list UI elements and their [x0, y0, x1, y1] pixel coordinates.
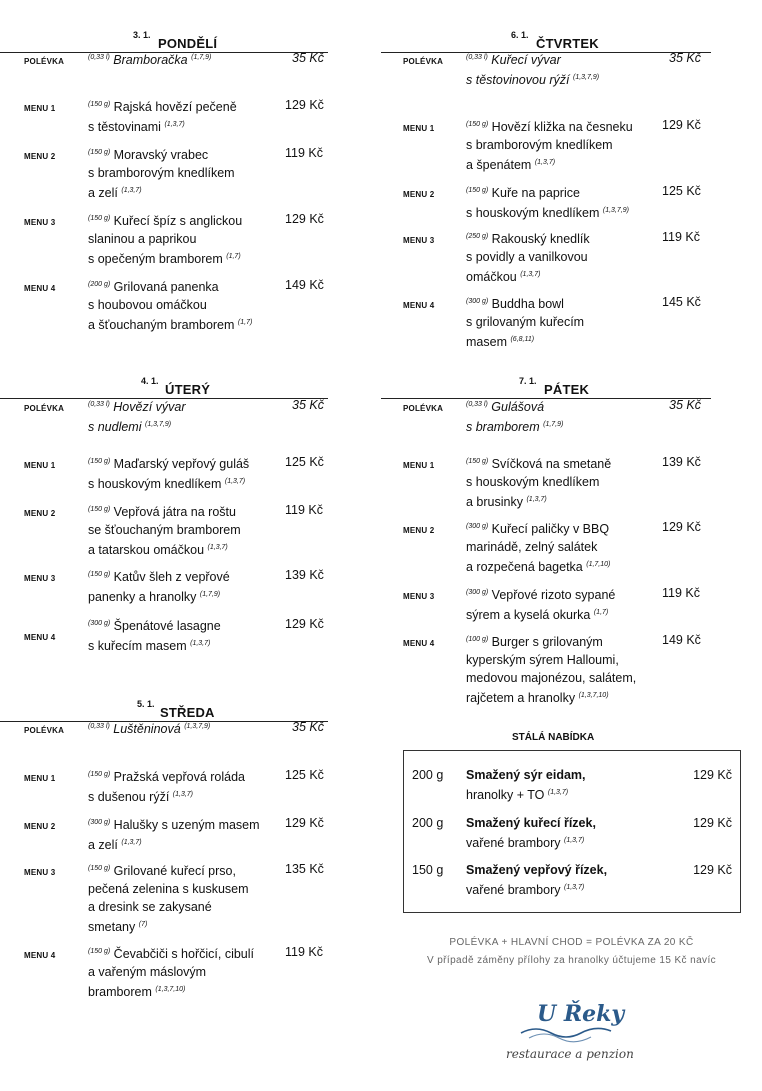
allergens: (1,3,7): [190, 640, 211, 647]
allergens: (1,3,7,9): [144, 421, 172, 428]
dish-line: smetany: [88, 920, 136, 934]
dish-line: s bramborem: [466, 420, 540, 434]
dish-line: sýrem a kyselá okurka: [466, 608, 591, 622]
dish-line: rajčetem a hranolky: [466, 691, 576, 705]
allergens: (1,3,7,10): [578, 692, 609, 699]
standing-item-weight: 150 g: [412, 863, 444, 877]
dish-line: s bramborovým knedlíkem: [88, 166, 235, 180]
portion-size: (0,33 l): [466, 401, 488, 408]
portion-size: (300 g): [88, 620, 111, 627]
dish-description: [88, 501, 241, 559]
dish-line: a šťouchaným bramborem: [88, 318, 235, 332]
dish-price: 125 Kč: [662, 184, 701, 198]
dish-line: Špenátové lasagne: [113, 619, 221, 633]
portion-size: (300 g): [466, 523, 489, 530]
menu-label: MENU 4: [24, 284, 56, 293]
portion-size: (0,33 l): [88, 401, 110, 408]
dish-line: Halušky s uzeným masem: [113, 818, 260, 832]
menu-label: MENU 1: [403, 461, 435, 470]
allergens: (1,3,7): [526, 496, 547, 503]
menu-label: MENU 2: [24, 822, 56, 831]
menu-label: MENU 4: [24, 951, 56, 960]
portion-size: (150 g): [466, 187, 489, 194]
menu-label: MENU 1: [24, 774, 56, 783]
dish-line: a dresink se zakysané: [88, 900, 212, 914]
portion-size: (250 g): [466, 233, 489, 240]
dish-line: omáčkou: [466, 270, 517, 284]
day-name: PONDĚLÍ: [158, 36, 218, 51]
dish-description: [88, 718, 210, 738]
day-name: PÁTEK: [544, 382, 590, 397]
menu-label: MENU 2: [403, 526, 435, 535]
portion-size: (200 g): [88, 281, 111, 288]
dish-price: 149 Kč: [285, 278, 324, 292]
allergens: (1,7,9): [543, 421, 564, 428]
dish-description: [466, 116, 633, 174]
dish-price: 119 Kč: [662, 586, 700, 600]
portion-size: (150 g): [466, 458, 489, 465]
dish-line: bramborem: [88, 985, 152, 999]
dish-description: [88, 860, 249, 936]
standing-item-price: 129 Kč: [693, 816, 732, 830]
dish-price: 135 Kč: [285, 862, 324, 876]
allergens: (1,3,7): [172, 791, 194, 798]
portion-size: (300 g): [466, 298, 489, 305]
logo-wave: [529, 1034, 591, 1042]
standing-item-desc: [466, 814, 596, 852]
dish-line: slaninou a paprikou: [88, 232, 197, 246]
menu-label: MENU 4: [403, 639, 435, 648]
standing-item-side: hranolky + TO: [466, 788, 545, 802]
day-name: ČTVRTEK: [536, 36, 599, 51]
menu-label: MENU 3: [403, 236, 435, 245]
dish-description: [88, 49, 211, 69]
dish-line: Kuře na paprice: [491, 186, 580, 200]
dish-line: s kuřecím masem: [88, 639, 187, 653]
menu-label: MENU 2: [24, 152, 56, 161]
dish-price: 119 Kč: [285, 945, 323, 959]
dish-price: 125 Kč: [285, 768, 324, 782]
dish-price: 129 Kč: [285, 98, 324, 112]
menu-label: MENU 4: [24, 633, 56, 642]
portion-size: (150 g): [88, 948, 111, 955]
dish-line: Kuřecí vývar: [491, 53, 561, 67]
menu-label: MENU 3: [403, 592, 435, 601]
dish-price: 125 Kč: [285, 455, 324, 469]
menu-label: MENU 4: [403, 301, 435, 310]
dish-line: a rozpečená bagetka: [466, 560, 583, 574]
menu-label: POLÉVKA: [24, 726, 65, 735]
day-date: 5. 1.: [137, 699, 155, 709]
dish-price: 35 Kč: [669, 51, 701, 65]
dish-line: Svíčková na smetaně: [491, 457, 612, 471]
portion-size: (0,33 l): [466, 54, 488, 61]
standing-menu-title: STÁLÁ NABÍDKA: [512, 732, 595, 743]
dish-line: Buddha bowl: [491, 297, 564, 311]
restaurant-logo: [501, 995, 651, 1065]
dish-line: s bramborovým knedlíkem: [466, 138, 613, 152]
dish-line: s houskovým knedlíkem: [466, 475, 600, 489]
dish-description: [88, 210, 242, 268]
dish-line: Grilovaná panenka: [113, 280, 219, 294]
menu-label: MENU 2: [24, 509, 56, 518]
dish-description: [88, 615, 221, 655]
logo-graphic: [501, 995, 651, 1065]
portion-size: (150 g): [88, 149, 111, 156]
dish-description: [88, 566, 230, 606]
day-date: 3. 1.: [133, 30, 151, 40]
dish-line: marinádě, zelný salátek: [466, 540, 598, 554]
standing-item-name: Smažený sýr eidam,: [466, 768, 586, 782]
dish-line: Rakouský knedlík: [491, 232, 590, 246]
dish-price: 35 Kč: [292, 720, 324, 734]
allergens: (1,7,9): [199, 591, 221, 598]
dish-line: Rajská hovězí pečeně: [113, 100, 237, 114]
dish-line: medovou majonézou, salátem,: [466, 671, 637, 685]
dish-price: 35 Kč: [669, 398, 701, 412]
dish-line: Kuřecí paličky v BBQ: [491, 522, 610, 536]
dish-line: kyperským sýrem Halloumi,: [466, 653, 619, 667]
standing-item-price: 129 Kč: [693, 863, 732, 877]
menu-label: POLÉVKA: [24, 404, 65, 413]
dish-price: 129 Kč: [285, 212, 324, 226]
standing-item-name: Smažený kuřecí řízek,: [466, 816, 596, 830]
allergens: (1,3,7): [121, 839, 142, 846]
menu-label: POLÉVKA: [403, 404, 444, 413]
dish-price: 129 Kč: [662, 118, 701, 132]
allergens: (1,3,7,9): [184, 723, 211, 730]
right-column: [381, 0, 762, 1091]
portion-size: (0,33 l): [88, 723, 110, 730]
portion-size: (150 g): [88, 771, 111, 778]
dish-line: Luštěninová: [113, 722, 181, 736]
dish-description: [466, 182, 629, 222]
menu-label: MENU 2: [403, 190, 435, 199]
dish-price: 129 Kč: [662, 520, 701, 534]
dish-price: 35 Kč: [292, 51, 324, 65]
portion-size: (150 g): [88, 101, 111, 108]
allergens: (1,7): [593, 609, 609, 616]
dish-description: [88, 453, 249, 493]
portion-size: (150 g): [88, 506, 111, 513]
portion-size: (150 g): [466, 121, 489, 128]
dish-description: [466, 228, 590, 286]
dish-description: [466, 396, 563, 436]
dish-price: 149 Kč: [662, 633, 701, 647]
allergens: (1,3,7): [121, 187, 142, 194]
dish-price: 145 Kč: [662, 295, 701, 309]
standing-item-name: Smažený vepřový řízek,: [466, 863, 608, 877]
menu-label: MENU 1: [403, 124, 435, 133]
dish-line: s dušenou rýží: [88, 790, 170, 804]
menu-label: MENU 3: [24, 868, 56, 877]
dish-line: Kuřecí špíz s anglickou: [113, 214, 243, 228]
dish-description: [88, 766, 245, 806]
dish-line: Katův šleh z vepřové: [113, 570, 230, 584]
portion-size: (150 g): [88, 865, 111, 872]
dish-description: [466, 518, 610, 576]
dish-price: 129 Kč: [285, 816, 324, 830]
standing-item-weight: 200 g: [412, 816, 444, 830]
dish-line: Bramboračka: [113, 53, 188, 67]
dish-line: a zelí: [88, 186, 118, 200]
dish-price: 119 Kč: [285, 503, 323, 517]
dish-description: [88, 96, 237, 136]
day-date: 7. 1.: [519, 376, 537, 386]
dish-description: [466, 584, 615, 624]
portion-size: (150 g): [88, 571, 111, 578]
dish-price: 139 Kč: [662, 455, 701, 469]
menu-label: POLÉVKA: [24, 57, 65, 66]
dish-price: 119 Kč: [662, 230, 700, 244]
menu-label: MENU 3: [24, 218, 56, 227]
standing-item-side: vařené brambory: [466, 883, 561, 897]
portion-size: (300 g): [88, 819, 111, 826]
day-header: [381, 376, 762, 406]
allergens: (1,3,7,10): [155, 986, 186, 993]
dish-line: a špenátem: [466, 158, 532, 172]
dish-line: s nudlemi: [88, 420, 142, 434]
allergens: (1,3,7): [563, 884, 585, 891]
dish-line: Vepřová játra na roštu: [113, 505, 236, 519]
dish-line: panenky a hranolky: [88, 590, 197, 604]
dish-line: Hovězí kližka na česneku: [491, 120, 633, 134]
allergens: (1,3,7,9): [602, 207, 629, 214]
portion-size: (150 g): [88, 215, 111, 222]
dish-price: 35 Kč: [292, 398, 324, 412]
dish-description: [466, 49, 599, 89]
allergens: (1,3,7): [207, 544, 228, 551]
standing-item-desc: [466, 766, 586, 804]
dish-line: Vepřové rizoto sypané: [491, 588, 616, 602]
dish-line: s houskovým knedlíkem: [466, 206, 600, 220]
allergens: (6,8,11): [510, 336, 535, 343]
logo-name: U Řeky: [537, 1001, 625, 1027]
dish-price: 119 Kč: [285, 146, 323, 160]
logo-tagline: restaurace a penzion: [506, 1047, 634, 1061]
dish-description: [88, 144, 235, 202]
dish-line: pečená zelenina s kuskusem: [88, 882, 249, 896]
dish-description: [466, 293, 584, 351]
menu-label: MENU 1: [24, 104, 56, 113]
dish-price: 129 Kč: [285, 617, 324, 631]
menu-label: MENU 1: [24, 461, 56, 470]
dish-line: masem: [466, 335, 507, 349]
portion-size: (0,33 l): [88, 54, 110, 61]
dish-line: Maďarský vepřový guláš: [113, 457, 250, 471]
allergens: (7): [138, 921, 148, 928]
standing-menu-box: [403, 750, 741, 913]
dish-line: Grilované kuřecí prso,: [113, 864, 236, 878]
dish-line: a brusinky: [466, 495, 523, 509]
allergens: (1,7,9): [191, 54, 212, 61]
dish-line: Čevabčiči s hořčicí, cibulí: [113, 947, 254, 961]
dish-description: [466, 631, 636, 707]
dish-line: s houskovým knedlíkem: [88, 477, 222, 491]
allergens: (1,3,7): [547, 789, 569, 796]
dish-line: Pražská vepřová roláda: [113, 770, 245, 784]
dish-line: se šťouchaným bramborem: [88, 523, 241, 537]
standing-item-side: vařené brambory: [466, 836, 561, 850]
dish-line: s těstovinami: [88, 120, 161, 134]
dish-description: [88, 943, 254, 1001]
allergens: (1,3,7): [534, 159, 556, 166]
dish-price: 139 Kč: [285, 568, 324, 582]
dish-line: a vařeným máslovým: [88, 965, 207, 979]
allergens: (1,3,7): [563, 837, 585, 844]
portion-size: (300 g): [466, 589, 489, 596]
dish-description: [88, 396, 186, 436]
dish-line: Hovězí vývar: [113, 400, 186, 414]
dish-description: [88, 814, 260, 854]
day-date: 4. 1.: [141, 376, 159, 386]
allergens: (1,7): [237, 319, 253, 326]
dish-line: s houbovou omáčkou: [88, 298, 207, 312]
combo-note: POLÉVKA + HLAVNÍ CHOD = POLÉVKA ZA 20 KČ: [449, 937, 694, 948]
dish-line: s těstovinovou rýží: [466, 73, 570, 87]
allergens: (1,3,7,9): [573, 74, 600, 81]
allergens: (1,3,7): [224, 478, 246, 485]
day-date: 6. 1.: [511, 30, 529, 40]
portion-size: (100 g): [466, 636, 489, 643]
dish-line: a tatarskou omáčkou: [88, 543, 205, 557]
dish-line: Moravský vrabec: [113, 148, 209, 162]
standing-item-weight: 200 g: [412, 768, 444, 782]
allergens: (1,3,7): [520, 271, 541, 278]
standing-item-price: 129 Kč: [693, 768, 732, 782]
dish-line: a zelí: [88, 838, 118, 852]
dish-description: [88, 276, 252, 334]
dish-line: s grilovaným kuřecím: [466, 315, 585, 329]
standing-item-desc: [466, 861, 607, 899]
dish-line: s opečeným bramborem: [88, 252, 223, 266]
dish-line: s povidly a vanilkovou: [466, 250, 588, 264]
dish-description: [466, 453, 611, 511]
allergens: (1,7): [226, 253, 241, 260]
portion-size: (150 g): [88, 458, 111, 465]
menu-label: MENU 3: [24, 574, 56, 583]
dish-line: Gulášová: [491, 400, 545, 414]
allergens: (1,7,10): [586, 561, 611, 568]
day-name: ÚTERÝ: [165, 382, 211, 397]
dish-line: Burger s grilovaným: [491, 635, 603, 649]
allergens: (1,3,7): [164, 121, 185, 128]
side-swap-note: V případě záměny přílohy za hranolky účtujeme 15 Kč navíc: [426, 955, 717, 966]
day-name: STŘEDA: [160, 705, 215, 720]
menu-label: POLÉVKA: [403, 57, 444, 66]
